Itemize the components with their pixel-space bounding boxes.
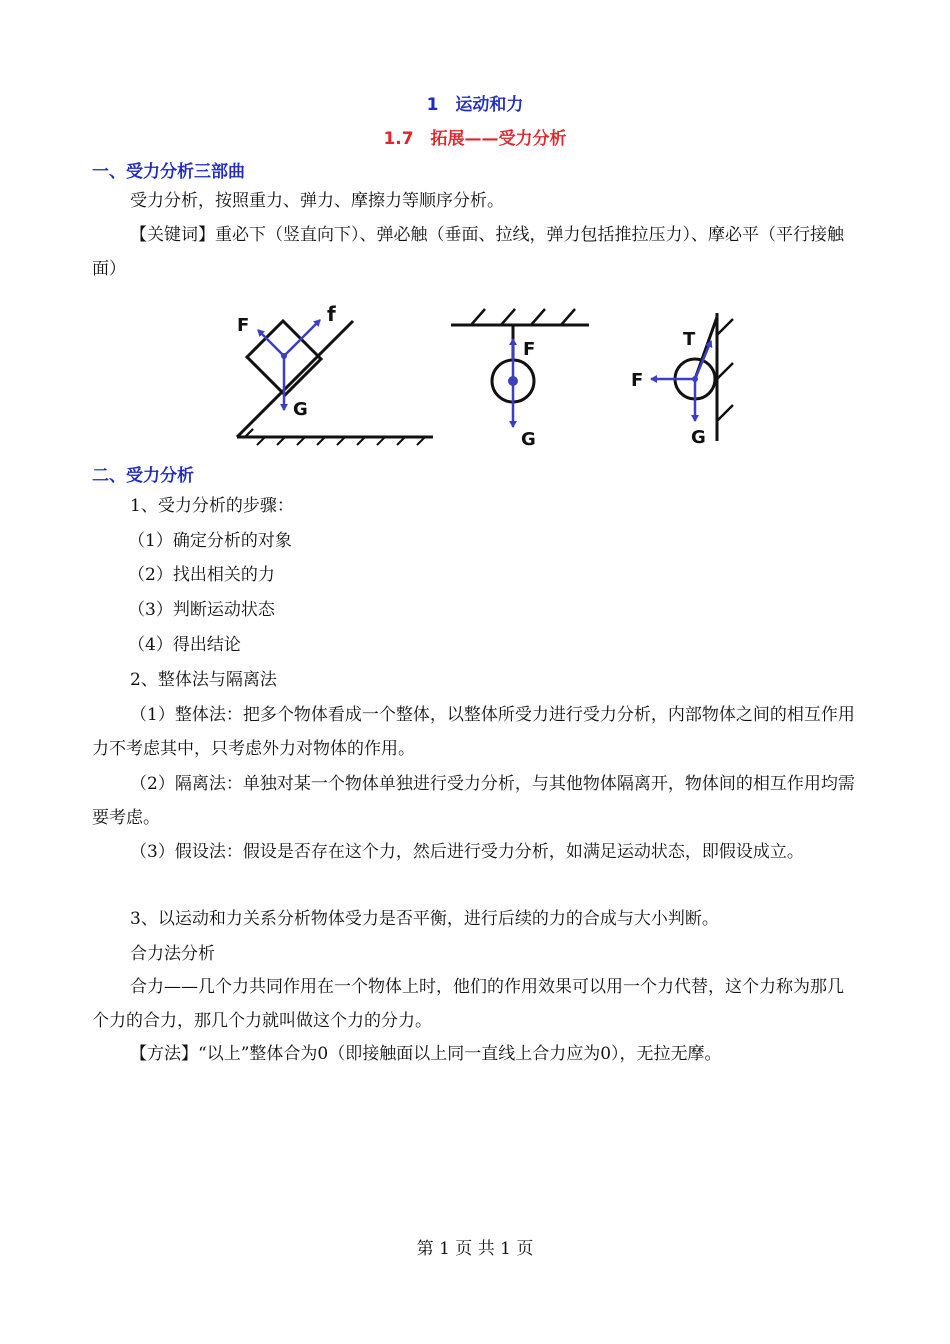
chapter-title: 1 运动和力 — [426, 95, 524, 115]
force-diagram-figure — [225, 295, 745, 455]
methods-title: 2、整体法与隔离法 — [130, 670, 277, 690]
label-F-wall: F — [631, 370, 644, 391]
page-footer: 第 1 页 共 1 页 — [416, 1239, 534, 1259]
label-F-incline: F — [237, 315, 250, 336]
paragraph-force-order: 受力分析，按照重力、弹力、摩擦力等顺序分析。 — [130, 191, 504, 211]
method-isolation: （2）隔离法：单独对某一个物体单独进行受力分析，与其他物体隔离开，物体间的相互作用均需要考虑。 — [92, 774, 855, 828]
label-G-hanging: G — [521, 429, 536, 450]
method-hypothesis: （3）假设法：假设是否存在这个力，然后进行受力分析，如满足运动状态，即假设成立。 — [130, 842, 804, 862]
label-G-incline: G — [293, 399, 308, 420]
label-F-hanging: F — [523, 339, 536, 360]
hanging-ball-diagram — [451, 309, 589, 450]
heading-section-1: 一、受力分析三部曲 — [92, 162, 245, 182]
label-G-wall: G — [691, 427, 706, 448]
steps-title: 1、受力分析的步骤： — [130, 496, 294, 516]
heading-section-2: 二、受力分析 — [92, 466, 194, 486]
incline-block-diagram — [237, 302, 433, 445]
section-title: 1.7 拓展——受力分析 — [383, 129, 567, 149]
step-1: （1）确定分析的对象 — [128, 531, 292, 551]
resultant-definition: 合力——几个力共同作用在一个物体上时，他们的作用效果可以用一个力代替，这个力称为那几个力的合力，那几个力就叫做这个力的分力。 — [92, 977, 844, 1031]
paragraph-keywords: 【关键词】重必下（竖直向下）、弹必触（垂面、拉线，弹力包括推拉压力）、摩必平（平行接触面） — [92, 225, 844, 279]
wall-ball-diagram — [631, 313, 733, 448]
step-4: （4）得出结论 — [128, 635, 241, 655]
step-2: （2）找出相关的力 — [128, 565, 275, 585]
method-whole: （1）整体法：把多个物体看成一个整体，以整体所受力进行受力分析，内部物体之间的相互作用力不考虑其中，只考虑外力对物体的作用。 — [92, 705, 855, 759]
balance-analysis: 3、以运动和力关系分析物体受力是否平衡，进行后续的力的合成与大小判断。 — [130, 909, 719, 929]
label-f-incline: f — [327, 302, 336, 326]
step-3: （3）判断运动状态 — [128, 600, 275, 620]
resultant-title: 合力法分析 — [130, 944, 215, 964]
method-tip: 【方法】“以上”整体合为0（即接触面以上同一直线上合力应为0），无拉无摩。 — [130, 1044, 722, 1064]
label-T-wall: T — [683, 329, 696, 350]
